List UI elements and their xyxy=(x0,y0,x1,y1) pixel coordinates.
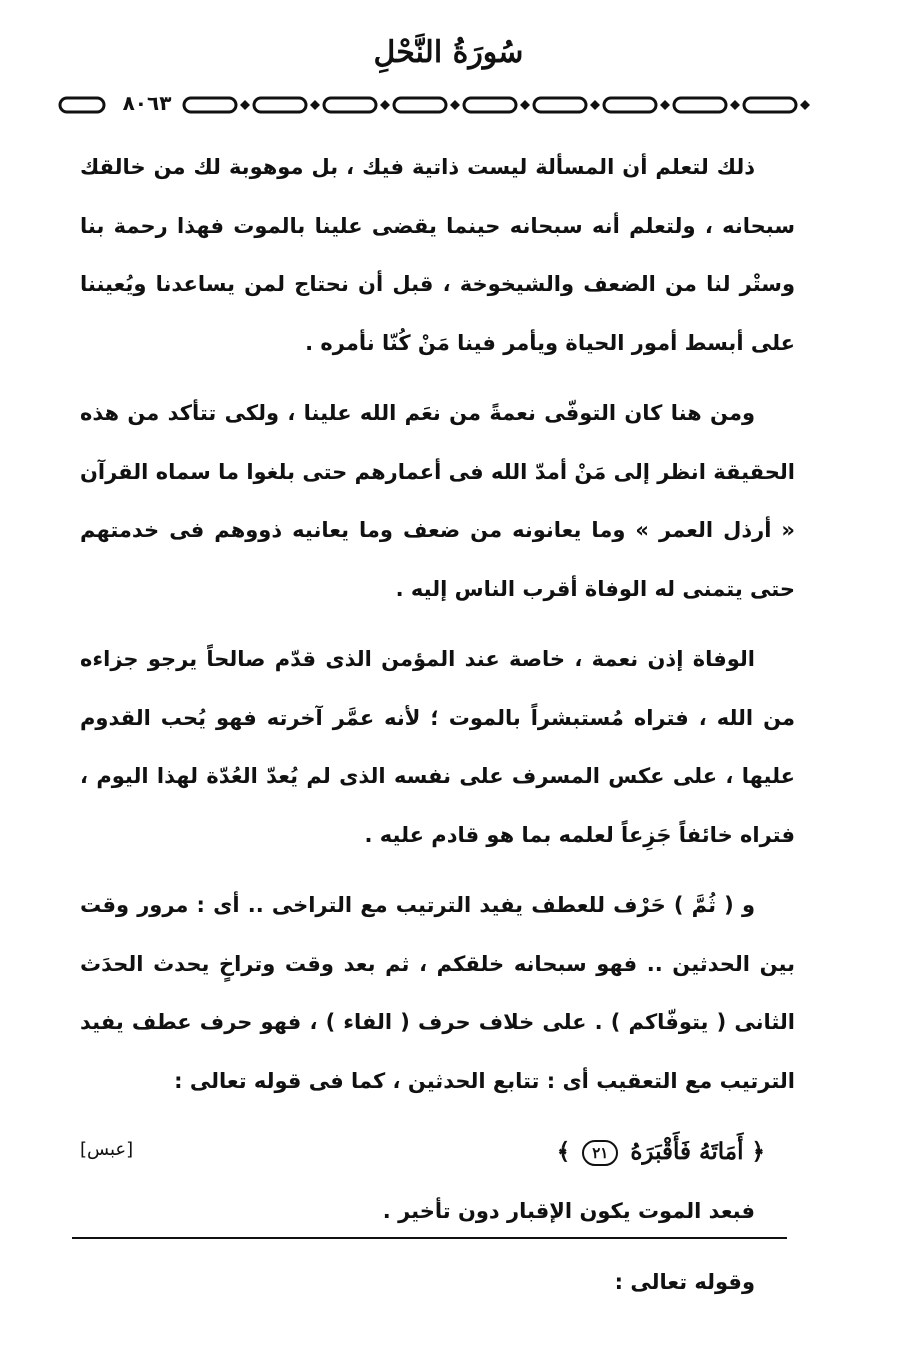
verse-close-bracket: ﴾ xyxy=(556,1138,571,1165)
paragraph-4: و ( ثُمَّ ) حَرْف للعطف يفيد الترتيب مع التراخى .. أى : مرور وقت بين الحدثين .. فهو سبحانه خلقكم ، ثم بعد وقت وتراخٍ يحدث الحدَث الثانى ( يتوفّاكم ) . على خلاف حرف ( الفاء ) ، فهو حرف عطف يفيد الترتيب مع التعقيب أى : تتابع الحدثين ، كما فى قوله تعالى : xyxy=(80,893,795,1093)
surah-title: سُورَةُ النَّحْلِ xyxy=(373,35,524,70)
footer-rule xyxy=(72,1237,787,1239)
page-number: ٨٠٦٣ xyxy=(122,91,172,115)
quran-verse-row xyxy=(80,1122,795,1182)
paragraph-3: الوفاة إذن نعمة ، خاصة عند المؤمن الذى قدّم صالحاً يرجو جزاءه من الله ، فتراه مُستبشراً بالموت ؛ لأنه عمَّر آخرته فهو يُحب القدوم عليها ، على عكس المسرف على نفسه الذى لم يُعدّ العُدّة لهذا اليوم ، فتراه خائفاً جَزِعاً لعلمه بما هو قادم عليه . xyxy=(80,647,795,847)
closing-line: وقوله تعالى : xyxy=(614,1269,755,1294)
verse-number: ٢١ xyxy=(582,1140,618,1166)
quran-verse xyxy=(557,1124,765,1180)
surah-reference: [عبس] xyxy=(80,1139,134,1160)
paragraph-2: ومن هنا كان التوفّى نعمةً من نعَم الله علينا ، ولكى تتأكد من هذه الحقيقة انظر إلى مَنْ أمدّ الله فى أعمارهم حتى بلغوا ما سماه القرآن « أرذل العمر » وما يعانونه من ضعف وما يعانيه ذووهم فى خدمتهم حتى يتمنى له الوفاة أقرب الناس إليه . xyxy=(80,401,795,601)
verse-open-bracket: ﴿ xyxy=(751,1138,765,1165)
paragraph-1: ذلك لتعلم أن المسألة ليست ذاتية فيك ، بل موهوبة لك من خالقك سبحانه ، ولتعلم أنه سبحانه حينما يقضى علينا بالموت فهذا رحمة بنا وستْر لنا من الضعف والشيخوخة ، قبل أن نحتاج لمن يساعدنا ويُعيننا على أبسط أمور الحياة ويأمر فينا مَنْ كُنّا نأمره . xyxy=(80,155,795,355)
after-verse-line: فبعد الموت يكون الإقبار دون تأخير . xyxy=(382,1199,755,1223)
page-body xyxy=(80,138,795,1323)
verse-text: أَمَاتَهُ فَأَقْبَرَهُ xyxy=(630,1138,744,1165)
